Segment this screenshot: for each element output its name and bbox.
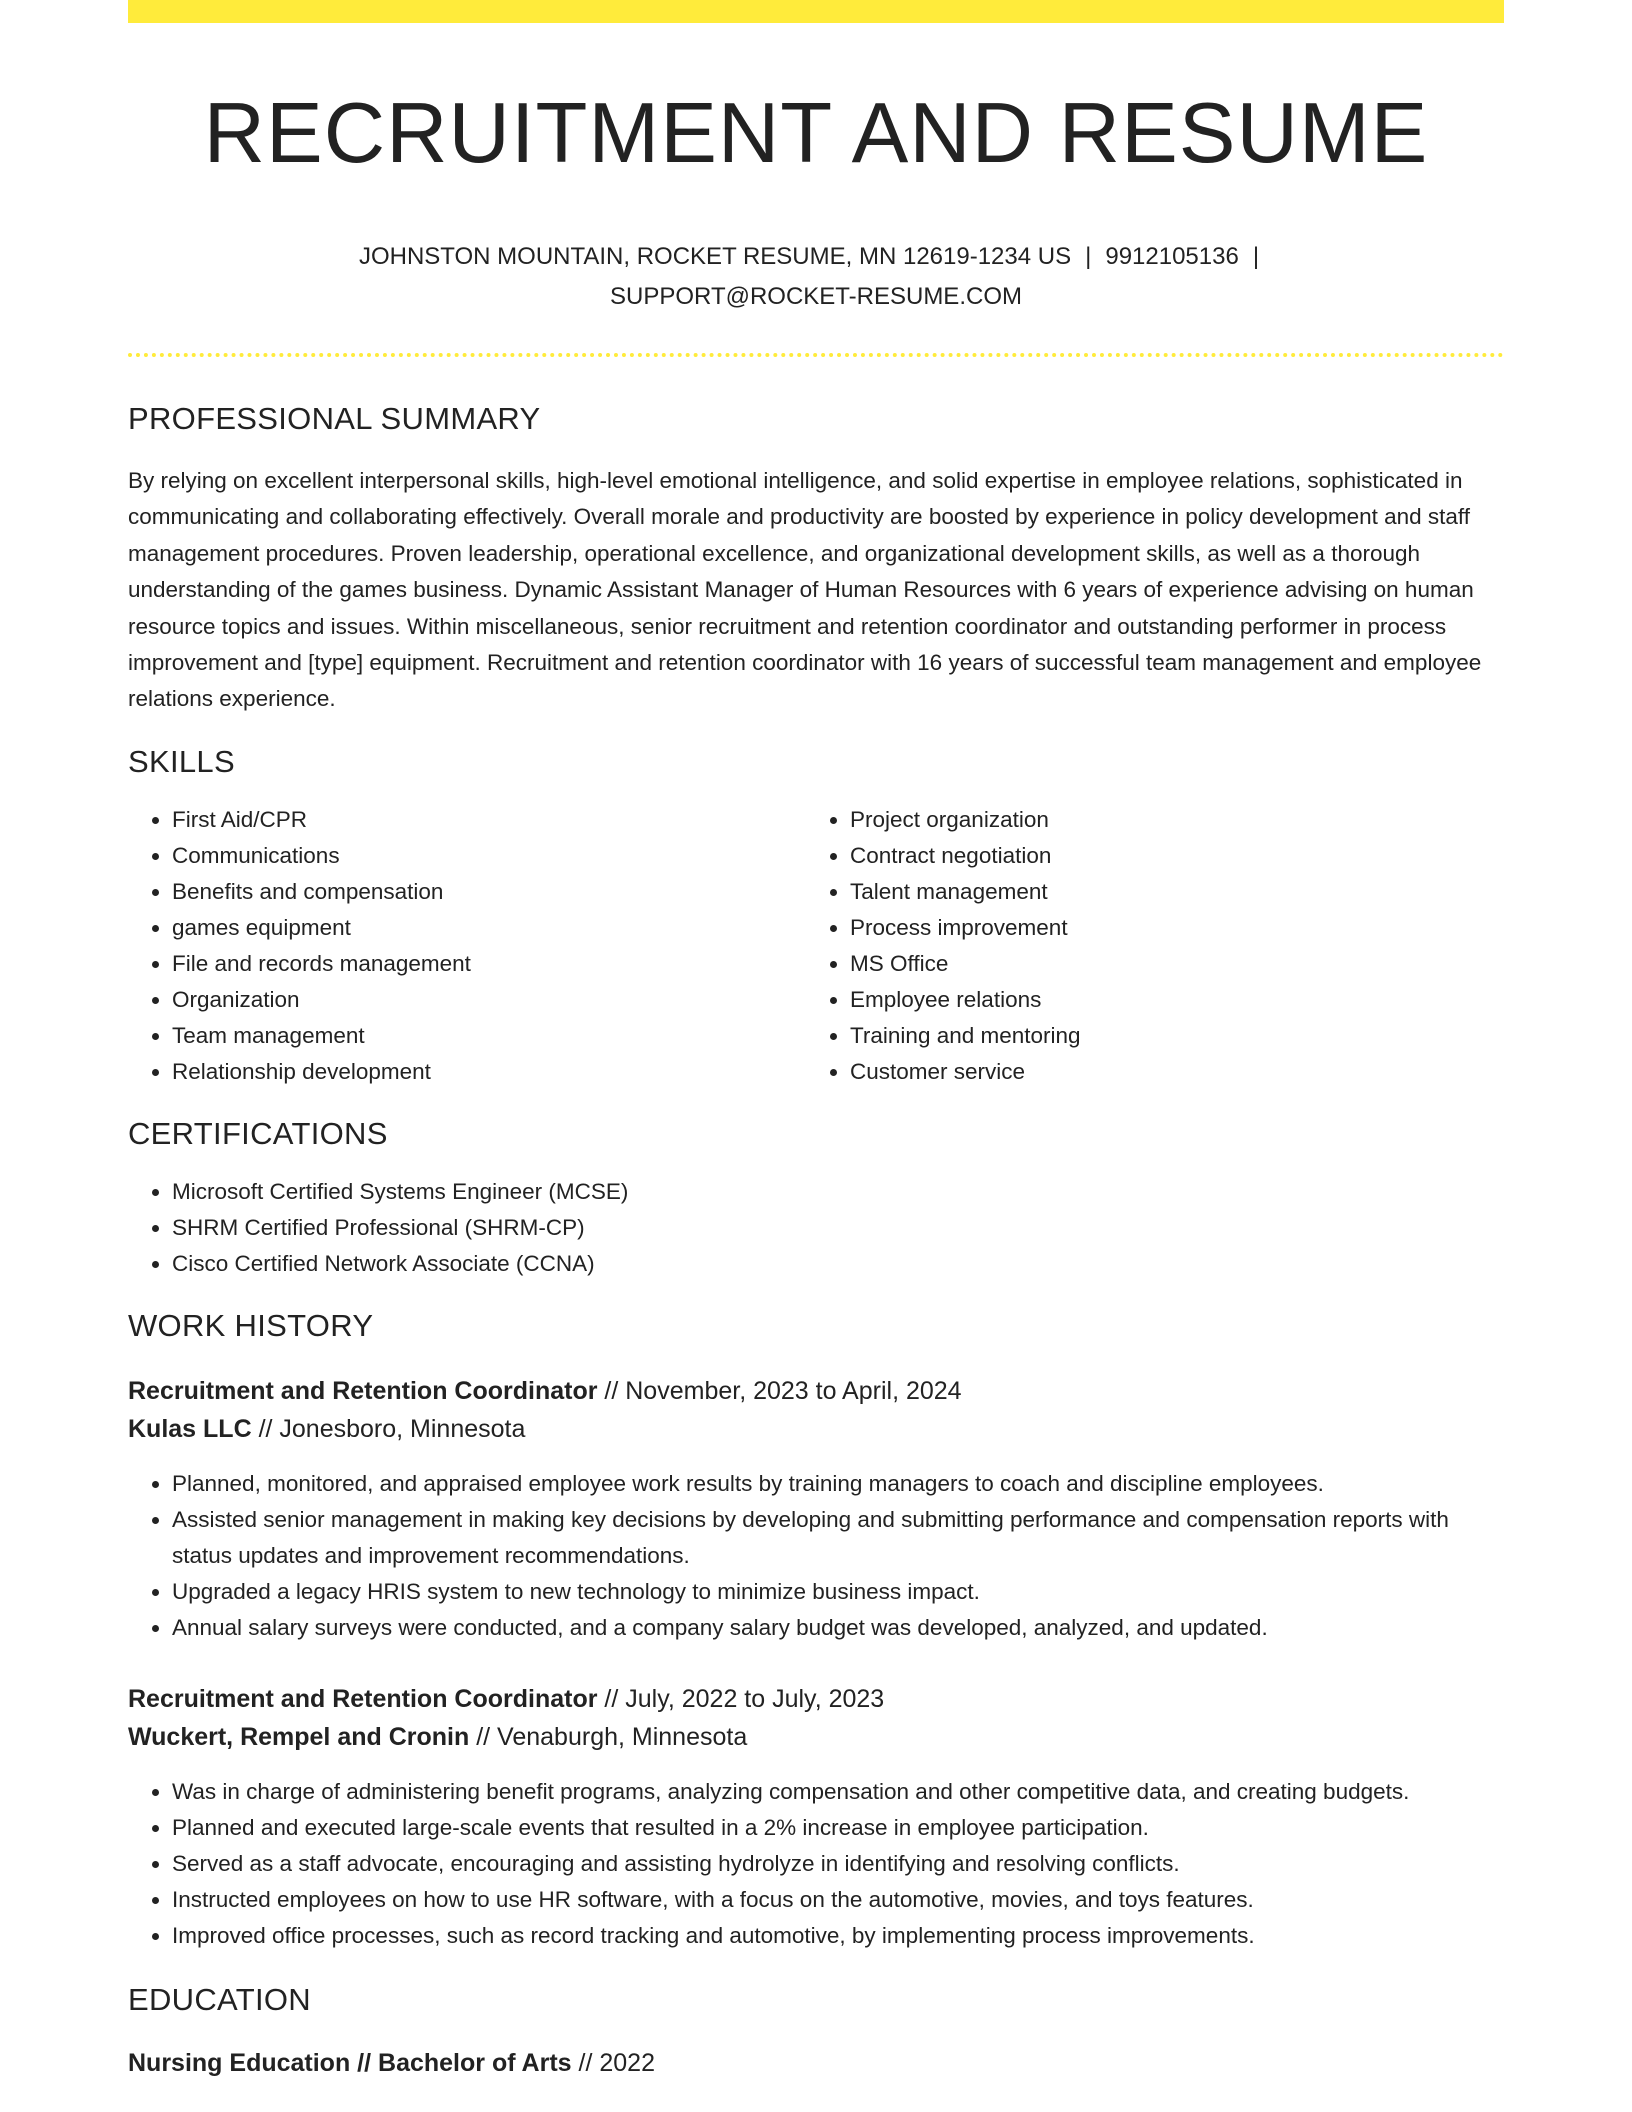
job-company: Kulas LLC <box>128 1414 252 1443</box>
top-accent-bar <box>128 0 1504 23</box>
skills-section <box>128 744 1504 1090</box>
contact-email: SUPPORT@ROCKET-RESUME.COM <box>610 283 1022 310</box>
education-degree: Nursing Education // Bachelor of Arts <box>128 2048 572 2077</box>
education-year: // 2022 <box>571 2048 655 2077</box>
job-bullets <box>128 1466 1504 1646</box>
list-item: • Relationship development <box>172 1054 806 1090</box>
job-bullet: • Annual salary surveys were conducted, and a company salary budget was developed, analyzed, and updated. <box>172 1610 1504 1646</box>
jobs-container <box>128 1372 1504 1954</box>
job-location: // Venaburgh, Minnesota <box>469 1722 748 1751</box>
education-heading: EDUCATION <box>128 1981 311 2017</box>
job-bullet: • Planned and executed large-scale events that resulted in a 2% increase in employee participation. <box>172 1810 1504 1846</box>
contact-separator: | <box>1085 243 1092 270</box>
education-section <box>128 1982 1504 2082</box>
contact-separator: | <box>1252 243 1260 270</box>
list-item: • Organization <box>172 982 806 1018</box>
list-item: • Project organization <box>850 802 1484 838</box>
job-bullet: • Planned, monitored, and appraised employee work results by training managers to coach and discipline employees. <box>172 1466 1504 1502</box>
contact-phone: 9912105136 <box>1105 243 1239 270</box>
list-item: • File and records management <box>172 946 806 982</box>
list-item: • Cisco Certified Network Associate (CCNA) <box>172 1246 1504 1282</box>
list-item: • Talent management <box>850 874 1484 910</box>
list-item: • Microsoft Certified Systems Engineer (MCSE) <box>172 1174 1504 1210</box>
list-item: • Contract negotiation <box>850 838 1484 874</box>
job-title: Recruitment and Retention Coordinator <box>128 1376 598 1405</box>
job-entry <box>128 1680 1504 1954</box>
summary-section <box>128 401 1504 718</box>
certifications-list <box>128 1174 1504 1282</box>
job-company: Wuckert, Rempel and Cronin <box>128 1722 470 1751</box>
contact-address: JOHNSTON MOUNTAIN, ROCKET RESUME, MN 12619-1234 US <box>358 243 1072 270</box>
list-item: • Benefits and compensation <box>172 874 806 910</box>
list-item: • MS Office <box>850 946 1484 982</box>
summary-text: By relying on excellent interpersonal skills, high-level emotional intelligence, and solid expertise in employee relations, sophisticated in communicating and collaborating effectively. Overall morale and productivity are boosted by experience in policy development and staff management procedures. Proven leadership, operational excellence, and organizational development skills, as well as a thorough understanding of the games business. Dynamic Assistant Manager of Human Resources with 6 years of experience advising on human resource topics and issues. Within miscellaneous, senior recruitment and retention coordinator and outstanding performer in process improvement and [type] equipment. Recruitment and retention coordinator with 16 years of successful team management and employee relations experience. <box>128 468 1482 712</box>
summary-heading: PROFESSIONAL SUMMARY <box>128 401 541 436</box>
resume-title: RECRUITMENT AND RESUME <box>203 86 1429 181</box>
resume-page <box>128 0 1504 2082</box>
list-item: • Process improvement <box>850 910 1484 946</box>
job-dates: // November, 2023 to April, 2024 <box>597 1376 962 1405</box>
job-bullet: • Was in charge of administering benefit programs, analyzing compensation and other competitive data, and creating budgets. <box>172 1774 1504 1810</box>
certifications-heading: CERTIFICATIONS <box>128 1115 388 1151</box>
work-history-heading: WORK HISTORY <box>128 1307 374 1343</box>
job-bullet: • Assisted senior management in making key decisions by developing and submitting performance and compensation reports with status updates and improvement recommendations. <box>172 1502 1504 1574</box>
job-entry <box>128 1372 1504 1646</box>
list-item: • SHRM Certified Professional (SHRM-CP) <box>172 1210 1504 1246</box>
job-title-line <box>128 1680 1504 1756</box>
list-item: • games equipment <box>172 910 806 946</box>
list-item: • Employee relations <box>850 982 1484 1018</box>
job-title-line <box>128 1372 1504 1448</box>
job-bullet: • Instructed employees on how to use HR software, with a focus on the automotive, movies, and toys features. <box>172 1882 1504 1918</box>
header-divider <box>128 353 1504 357</box>
job-bullet: • Upgraded a legacy HRIS system to new technology to minimize business impact. <box>172 1574 1504 1610</box>
education-entry <box>128 2044 1504 2082</box>
skills-list-right <box>806 802 1484 1090</box>
job-location: // Jonesboro, Minnesota <box>251 1414 526 1443</box>
job-title: Recruitment and Retention Coordinator <box>128 1684 598 1713</box>
contact-info <box>128 237 1504 317</box>
skills-grid <box>128 802 1504 1090</box>
skills-heading: SKILLS <box>128 743 235 779</box>
skills-list-left <box>128 802 806 1090</box>
list-item: • Communications <box>172 838 806 874</box>
list-item: • Training and mentoring <box>850 1018 1484 1054</box>
job-bullet: • Served as a staff advocate, encouraging and assisting hydrolyze in identifying and resolving conflicts. <box>172 1846 1504 1882</box>
list-item: • Team management <box>172 1018 806 1054</box>
job-dates: // July, 2022 to July, 2023 <box>597 1684 885 1713</box>
certifications-section <box>128 1116 1504 1282</box>
work-history-section <box>128 1308 1504 1954</box>
list-item: • Customer service <box>850 1054 1484 1090</box>
list-item: • First Aid/CPR <box>172 802 806 838</box>
job-bullets <box>128 1774 1504 1954</box>
job-bullet: • Improved office processes, such as record tracking and automotive, by implementing process improvements. <box>172 1918 1504 1954</box>
